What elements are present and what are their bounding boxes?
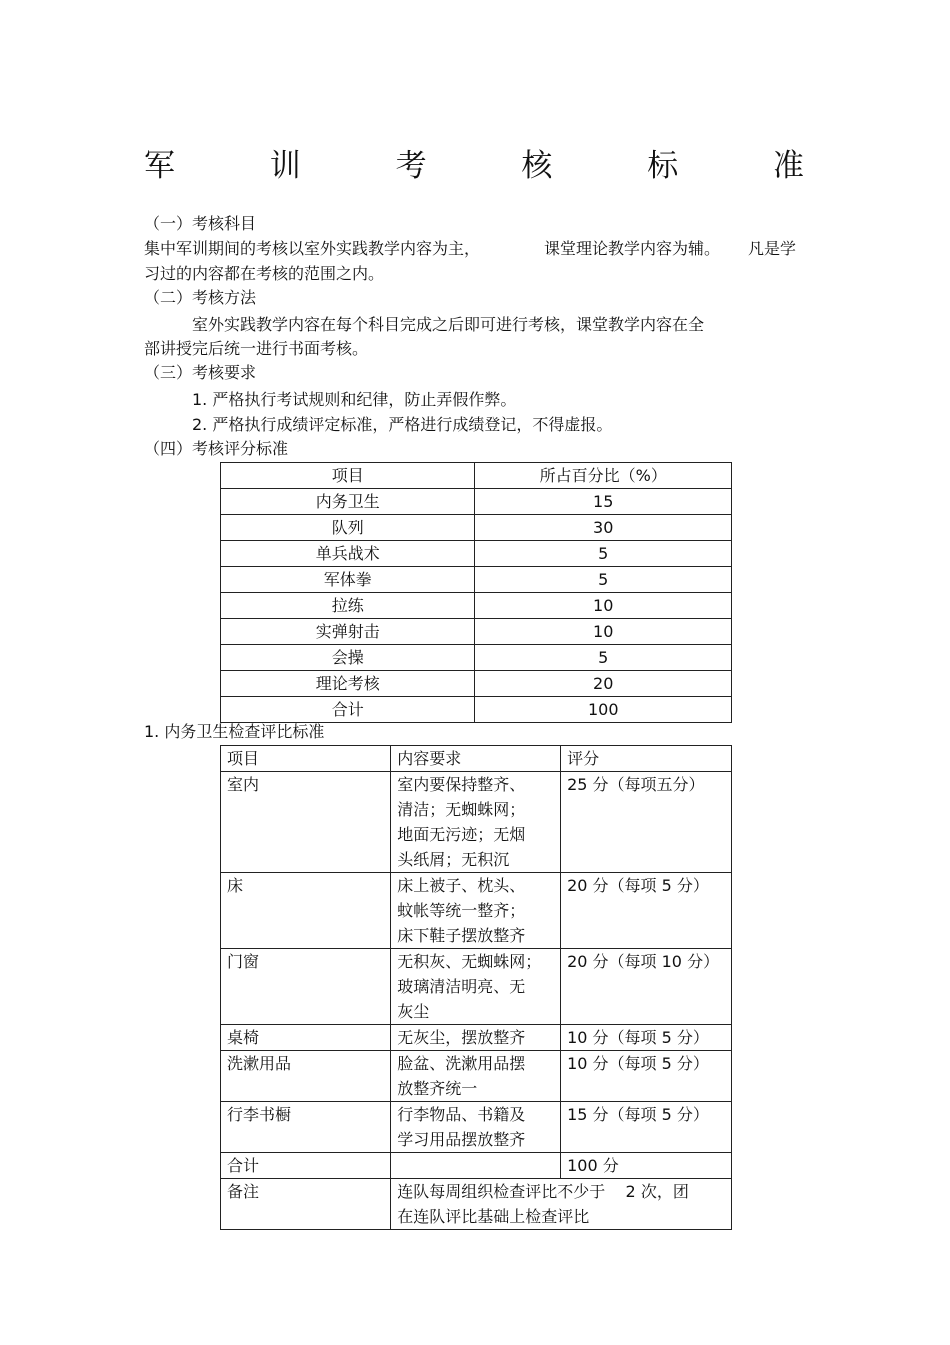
- score-cell: 10 分（每项 5 分）: [561, 1025, 732, 1051]
- item-cell: 会操: [221, 645, 475, 671]
- header-cell: 评分: [561, 746, 732, 772]
- paragraph-method-line-1: 室外实践教学内容在每个科目完成之后即可进行考核，课堂教学内容在全: [192, 315, 705, 334]
- content-cell: [391, 873, 561, 949]
- item-cell: 备注: [221, 1179, 391, 1230]
- item-cell: 合计: [221, 697, 475, 723]
- header-cell: 内容要求: [391, 746, 561, 772]
- percent-cell: 5: [475, 567, 732, 593]
- percent-cell: 20: [475, 671, 732, 697]
- header-cell: 所占百分比（%）: [475, 463, 732, 489]
- percent-cell: 5: [475, 541, 732, 567]
- content-cell: [391, 949, 561, 1025]
- item-cell: 门窗: [221, 949, 391, 1025]
- table-row: [221, 873, 732, 949]
- title-char: 核: [521, 148, 553, 184]
- percent-cell: 5: [475, 645, 732, 671]
- table-row: [221, 619, 732, 645]
- table-row: [221, 489, 732, 515]
- item-cell: 洗漱用品: [221, 1051, 391, 1102]
- paragraph-subjects-line-1c: 凡是学: [748, 239, 797, 258]
- percent-cell: 30: [475, 515, 732, 541]
- item-cell: 内务卫生: [221, 489, 475, 515]
- content-line: 放整齐统一: [397, 1079, 478, 1098]
- content-line: 床上被子、枕头、: [397, 876, 526, 895]
- percent-cell: 100: [475, 697, 732, 723]
- content-cell: [391, 1051, 561, 1102]
- paragraph-subjects-line-2: 习过的内容都在考核的范围之内。: [144, 264, 385, 283]
- percent-cell: 15: [475, 489, 732, 515]
- table-row: [221, 1051, 732, 1102]
- item-cell: 军体拳: [221, 567, 475, 593]
- content-cell: [391, 1153, 561, 1179]
- score-cell: 20 分（每项 10 分）: [561, 949, 732, 1025]
- item-cell: 床: [221, 873, 391, 949]
- content-line: 灰尘: [397, 1002, 430, 1021]
- table-row: [221, 1025, 732, 1051]
- content-line: 清洁；无蜘蛛网；: [397, 800, 526, 819]
- item-cell: 拉练: [221, 593, 475, 619]
- item-cell: 实弹射击: [221, 619, 475, 645]
- content-line: 室内要保持整齐、: [397, 775, 526, 794]
- table-row: [221, 567, 732, 593]
- content-line: 行李物品、书籍及: [397, 1105, 526, 1124]
- title-char: 考: [395, 148, 427, 184]
- percent-cell: 10: [475, 593, 732, 619]
- content-line: 无积灰、无蜘蛛网；: [397, 952, 542, 971]
- table-row: [221, 1102, 732, 1153]
- paragraph-subjects-line-1b: 课堂理论教学内容为辅。: [544, 239, 721, 258]
- paragraph-subjects-line-1a: 集中军训期间的考核以室外实践教学内容为主，: [144, 239, 481, 258]
- requirement-item-1: 1. 严格执行考试规则和纪律，防止弄假作弊。: [192, 390, 517, 409]
- content-cell: [391, 1102, 561, 1153]
- item-cell: 合计: [221, 1153, 391, 1179]
- header-cell: 项目: [221, 463, 475, 489]
- table-row: [221, 772, 732, 873]
- section-heading-subjects: （一）考核科目: [144, 214, 257, 233]
- item-cell: 队列: [221, 515, 475, 541]
- table-row: [221, 541, 732, 567]
- score-cell: 20 分（每项 5 分）: [561, 873, 732, 949]
- header-cell: 项目: [221, 746, 391, 772]
- score-cell: 25 分（每项五分）: [561, 772, 732, 873]
- note-line: 在连队评比基础上检查评比: [397, 1207, 590, 1226]
- hygiene-standard-table: [220, 745, 732, 1230]
- table-header-row: [221, 463, 732, 489]
- item-cell: 室内: [221, 772, 391, 873]
- note-line: 连队每周组织检查评比不少于 2 次，团: [397, 1182, 689, 1201]
- content-line: 头纸屑；无积沉: [397, 850, 510, 869]
- table-total-row: [221, 1153, 732, 1179]
- content-line: 地面无污迹；无烟: [397, 825, 526, 844]
- note-cell: [391, 1179, 732, 1230]
- title-char: 军: [144, 148, 175, 184]
- item-cell: 单兵战术: [221, 541, 475, 567]
- content-line: 蚊帐等统一整齐；: [397, 901, 526, 920]
- content-line: 学习用品摆放整齐: [397, 1130, 526, 1149]
- table-row: [221, 593, 732, 619]
- item-cell: 桌椅: [221, 1025, 391, 1051]
- section-heading-method: （二）考核方法: [144, 288, 257, 307]
- section-heading-hygiene: 1. 内务卫生检查评比标准: [144, 722, 325, 741]
- table-row: [221, 949, 732, 1025]
- table-note-row: [221, 1179, 732, 1230]
- content-cell: [391, 772, 561, 873]
- title-char: 标: [647, 148, 679, 184]
- title-char: 训: [269, 148, 301, 184]
- score-weight-table: [220, 462, 732, 723]
- content-line: 玻璃清洁明亮、无: [397, 977, 526, 996]
- table-total-row: [221, 697, 732, 723]
- table-row: [221, 645, 732, 671]
- content-line: 无灰尘，摆放整齐: [397, 1028, 526, 1047]
- score-cell: 15 分（每项 5 分）: [561, 1102, 732, 1153]
- page-title: [144, 146, 804, 186]
- requirement-item-2: 2. 严格执行成绩评定标准，严格进行成绩登记，不得虚报。: [192, 415, 613, 434]
- score-cell: 10 分（每项 5 分）: [561, 1051, 732, 1102]
- content-line: 床下鞋子摆放整齐: [397, 926, 526, 945]
- table-row: [221, 515, 732, 541]
- item-cell: 理论考核: [221, 671, 475, 697]
- table-header-row: [221, 746, 732, 772]
- content-cell: [391, 1025, 561, 1051]
- content-line: 脸盆、洗漱用品摆: [397, 1054, 526, 1073]
- section-heading-requirements: （三）考核要求: [144, 363, 257, 382]
- paragraph-method-line-2: 部讲授完后统一进行书面考核。: [144, 339, 369, 358]
- section-heading-scoring: （四）考核评分标准: [144, 439, 289, 458]
- item-cell: 行李书橱: [221, 1102, 391, 1153]
- score-cell: 100 分: [561, 1153, 732, 1179]
- title-char: 准: [772, 148, 804, 184]
- percent-cell: 10: [475, 619, 732, 645]
- table-row: [221, 671, 732, 697]
